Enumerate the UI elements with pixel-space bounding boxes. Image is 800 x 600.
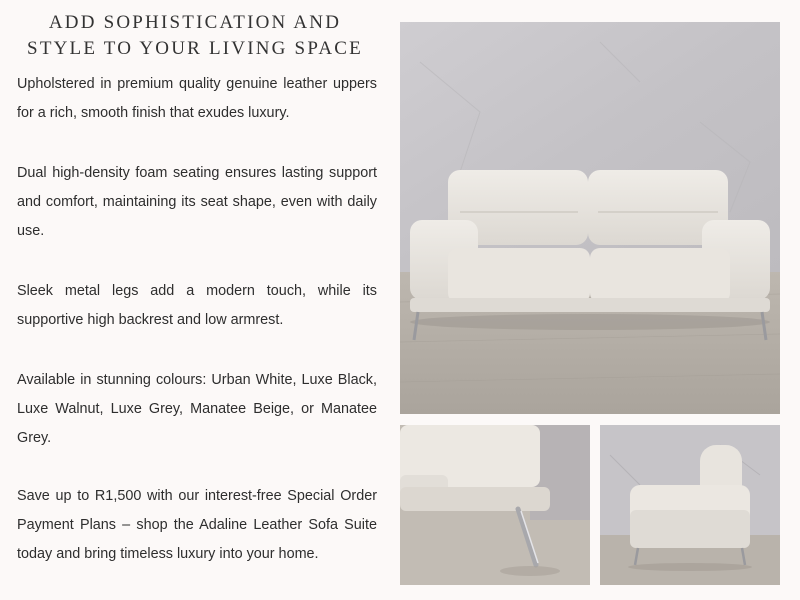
- sofa-front-photo: [400, 22, 780, 414]
- paragraph-foam-seating: Dual high-density foam seating ensures lasting support and comfort, maintaining its seat shape, even with daily use.: [17, 165, 377, 239]
- paragraph-upholstery: Upholstered in premium quality genuine leather uppers for a rich, smooth finish that exudes luxury.: [17, 76, 377, 121]
- sofa-leg-detail-photo: [400, 425, 590, 585]
- paragraph-colours: Available in stunning colours: Urban White, Luxe Black, Luxe Walnut, Luxe Grey, Manatee Beige, or Manatee Grey.: [17, 372, 377, 446]
- sofa-side-view-photo: [600, 425, 780, 585]
- page-title: [12, 10, 378, 62]
- title-line-2: STYLE TO YOUR LIVING SPACE: [27, 38, 363, 59]
- text-column: [0, 0, 392, 600]
- paragraph-metal-legs: Sleek metal legs add a modern touch, while its supportive high backrest and low armrest.: [17, 283, 377, 328]
- paragraph-payment-plans: Save up to R1,500 with our interest-free Special Order Payment Plans – shop the Adaline Leather Sofa Suite today and bring timeless luxury into your home.: [17, 488, 377, 562]
- title-line-1: ADD SOPHISTICATION AND: [48, 12, 342, 33]
